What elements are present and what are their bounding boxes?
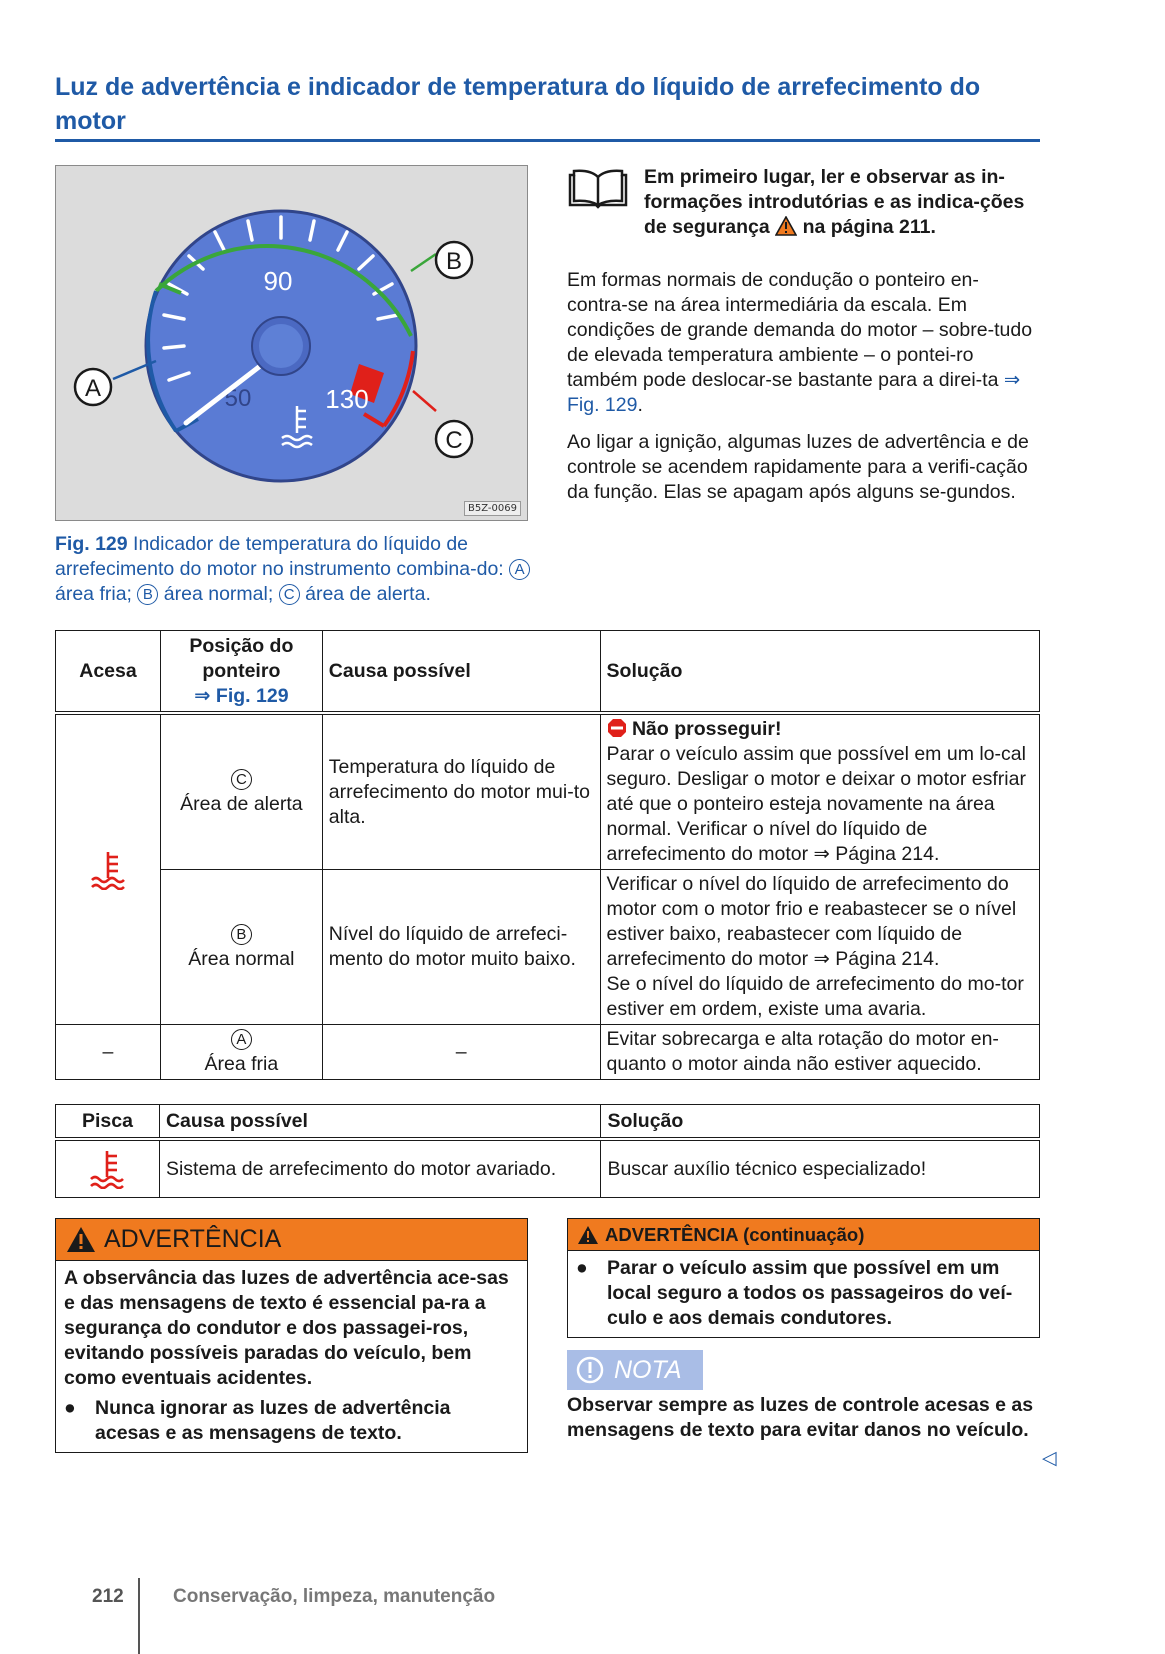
callout-c-line — [413, 391, 436, 411]
gauge-hub-inner — [259, 324, 303, 368]
warning-triangle-icon — [775, 216, 797, 236]
coolant-gauge-figure — [55, 165, 528, 521]
table-row — [56, 1139, 1040, 1198]
warning-continued-header — [568, 1219, 1039, 1251]
warning-continued-body — [568, 1251, 1039, 1337]
gauge-label-90: 90 — [263, 266, 293, 296]
title-rule — [55, 139, 1040, 142]
header-cause: Causa possível — [159, 1105, 601, 1140]
warning-box — [55, 1218, 528, 1453]
caption-c-text: área de alerta. — [305, 583, 431, 605]
flash-icon-cell — [56, 1139, 160, 1198]
warning-header — [56, 1219, 527, 1261]
gauge-label-50: 50 — [224, 385, 252, 412]
coolant-gauge-illustration — [56, 166, 528, 521]
warning-title: ADVERTÊNCIA — [104, 1225, 282, 1253]
solution-cell: Evitar sobrecarga e alta rotação do motor en-quanto o motor ainda não estiver aquecido. — [600, 1025, 1039, 1080]
warning-triangle-icon — [577, 1225, 599, 1245]
header-cause: Causa possível — [322, 631, 600, 714]
header-solution: Solução — [601, 1105, 1040, 1140]
stop-label: Não prosseguir! — [631, 718, 782, 740]
warning-continued-box — [567, 1218, 1040, 1338]
header-solution: Solução — [600, 631, 1039, 714]
footer-divider — [138, 1578, 140, 1654]
table-row — [56, 870, 1040, 1025]
position-letter-c: C — [231, 769, 252, 790]
caption-letter-b: B — [137, 584, 158, 605]
note-text: Observar sempre as luzes de controle acesas e as mensagens de texto para evitar danos no veículo. — [567, 1394, 1034, 1441]
gauge-label-130: 130 — [325, 384, 369, 414]
header-position: Posição do ponteiro ⇒ Fig. 129 — [160, 631, 322, 714]
header-lit: Acesa — [56, 631, 161, 714]
paragraph-normal-driving: Em formas normais de condução o ponteiro en-contra-se na área intermediária da escala. Em condições de grande demanda do motor – sobre-tudo de elevada temperatura ambiente – o pontei-ro também pode deslocar-se bastante para a direi-ta ⇒ Fig. 129. — [567, 269, 1033, 416]
coolant-warning-icon — [89, 850, 127, 890]
cause-cell: Sistema de arrefecimento do motor avariado. — [159, 1139, 601, 1198]
page-title: Luz de advertência e indicador de temperatura do líquido de arrefecimento do motor — [55, 73, 981, 135]
position-letter-a: A — [231, 1029, 252, 1050]
footer-section-title: Conservação, limpeza, manutenção — [173, 1586, 496, 1607]
note-header — [567, 1350, 703, 1390]
position-cell — [160, 713, 322, 870]
caption-letter-a: A — [509, 559, 530, 580]
bullet-dot: ● — [64, 1397, 76, 1419]
caption-text: Indicador de temperatura do líquido de arrefecimento do motor no instrumento combina-do: — [55, 533, 504, 580]
header-flash: Pisca — [56, 1105, 160, 1140]
warning-continued-title: ADVERTÊNCIA (continuação) — [605, 1223, 865, 1245]
solution-cell: Verificar o nível do líquido de arrefecimento do motor com o motor frio e reabastecer se o nível estiver baixo, reabastecer com líquido de arrefecimento do motor ⇒ Página 214. Se o nível do líquido de arrefecimento do mo-tor estiver em ordem, existe uma avaria. — [600, 870, 1039, 1025]
position-area: Área de alerta — [180, 793, 303, 815]
caption-letter-c: C — [279, 584, 300, 605]
callout-b-line — [411, 254, 436, 271]
page-number: 212 — [92, 1586, 124, 1607]
lit-icon-cell — [56, 713, 161, 1025]
solution-cell: Não prosseguir! Parar o veículo assim que possível em um lo-cal seguro. Desligar o motor e deixar o motor esfriar até que o ponteiro esteja novamente na área normal. Verificar o nível do líquido de arrefecimento do motor ⇒ Página 214. — [600, 713, 1039, 870]
caption-a-text: área fria; — [55, 583, 132, 605]
warning-text: A observância das luzes de advertência ace-sas e das mensagens de texto é essencial pa-ra a segurança do condutor e dos passagei-ros, evitando possíveis paradas do veículo, bem como eventuais acidentes. — [64, 1267, 509, 1389]
flashing-light-table — [55, 1104, 1040, 1198]
read-first-text: Em primeiro lugar, ler e observar as in-formações introdutórias e as indica-ções de segurança na página 211. — [644, 166, 1025, 238]
position-cell — [160, 1025, 322, 1080]
position-cell — [160, 870, 322, 1025]
figure-code: B5Z-0069 — [464, 501, 521, 516]
figure-caption — [55, 532, 535, 607]
callout-c-label: C — [445, 427, 463, 454]
warning-bullet: ● Nunca ignorar as luzes de advertência acesas e as mensagens de texto. — [64, 1397, 451, 1444]
table-header-row — [56, 631, 1040, 714]
callout-b-label: B — [445, 248, 463, 275]
cause-cell: Nível do líquido de arrefeci-mento do motor muito baixo. — [322, 870, 600, 1025]
warning-body — [56, 1261, 527, 1452]
note-title: NOTA — [614, 1355, 682, 1384]
table-header-row — [56, 1105, 1040, 1140]
warning-continued-bullet: ● Parar o veículo assim que possível em um local seguro a todos os passageiros do veí-culo e aos demais condutores. — [576, 1257, 1013, 1329]
read-first-page: na página 211. — [802, 216, 936, 238]
callout-a-label: A — [84, 375, 102, 402]
fig-129-link[interactable]: ⇒ Fig. 129 — [567, 369, 1021, 416]
solution-cell: Buscar auxílio técnico especializado! — [601, 1139, 1040, 1198]
info-exclamation-icon — [576, 1356, 604, 1384]
caption-b-text: área normal; — [163, 583, 274, 605]
bullet-dot: ● — [576, 1257, 588, 1279]
stop-icon — [607, 718, 627, 738]
coolant-warning-icon — [88, 1149, 126, 1189]
table-row — [56, 713, 1040, 870]
lit-light-table — [55, 630, 1040, 1080]
section-end-mark: ◁ — [1042, 1448, 1057, 1469]
read-first-notice — [567, 165, 1037, 240]
warning-triangle-icon — [66, 1226, 96, 1253]
header-fig-link[interactable]: ⇒ Fig. 129 — [194, 684, 289, 707]
lit-cell: – — [56, 1025, 161, 1080]
book-icon — [567, 169, 629, 209]
table-row — [56, 1025, 1040, 1080]
cause-cell: Temperatura do líquido de arrefecimento do motor mui-to alta. — [322, 713, 600, 870]
position-area: Área normal — [188, 948, 295, 970]
position-area: Área fria — [204, 1053, 279, 1075]
position-letter-b: B — [231, 924, 252, 945]
caption-fig-number: Fig. 129 — [55, 533, 128, 555]
paragraph-ignition: Ao ligar a ignição, algumas luzes de advertência e de controle se acendem rapidamente para a verifi-cação da função. Elas se apagam após alguns se-gundos. — [567, 431, 1029, 503]
cause-cell: – — [322, 1025, 600, 1080]
